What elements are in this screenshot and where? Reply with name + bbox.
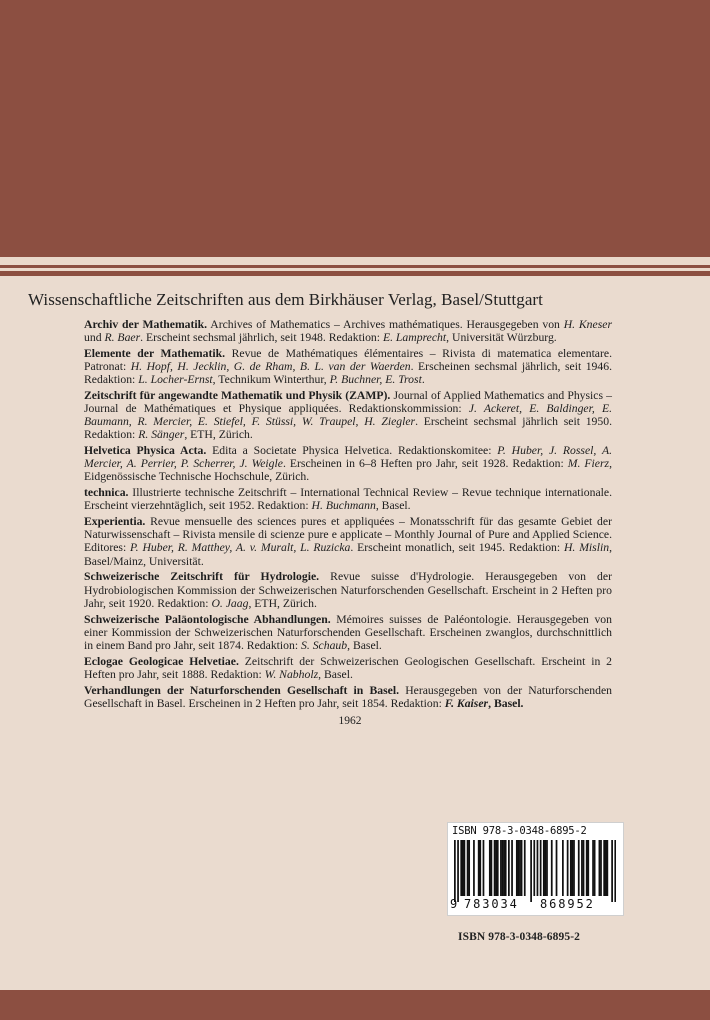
barcode-bar: [497, 840, 499, 896]
barcode-bar: [502, 840, 504, 896]
barcode-bar: [530, 840, 532, 902]
journal-title: Verhandlungen der Naturforschenden Gesellschaft in Basel.: [84, 683, 400, 697]
entry-text: , Eidgenössische Technische Hochschule, Zürich.: [84, 457, 612, 484]
barcode-bar: [519, 840, 521, 896]
journal-entry: [84, 515, 612, 567]
journal-title: Schweizerische Zeitschrift für Hydrologie.: [84, 570, 320, 584]
journal-entry: [84, 655, 612, 681]
entry-text: , ETH, Zürich.: [248, 596, 317, 610]
entry-text: Revue mensuelle des sciences pures et appliquées – Monatsschrift für das gesamte Gebiet der Naturwissenschaft – Rivista mensile di scienze pure e applicate – Monthly Journal of Pure and Applied Science. Editores:: [84, 515, 612, 555]
journal-entry: [84, 347, 612, 386]
barcode-bar: [594, 840, 596, 896]
barcode-bar: [500, 840, 502, 896]
isbn-bottom-label: ISBN 978-3-0348-6895-2: [458, 931, 580, 943]
editor-name: E. Lamprecht: [382, 331, 447, 345]
publication-year: 1962: [338, 715, 362, 727]
entry-text: , Technikum Winterthur,: [212, 373, 330, 387]
journal-list: [84, 318, 612, 713]
journal-entry: [84, 570, 612, 609]
barcode: [447, 822, 624, 916]
journal-title: Elemente der Mathematik.: [84, 346, 226, 360]
barcode-left-digits: 783034: [464, 897, 519, 911]
barcode-bars: [454, 840, 616, 902]
barcode-bar: [457, 840, 459, 902]
barcode-bar: [551, 840, 553, 896]
barcode-bar: [600, 840, 602, 896]
barcode-bar: [543, 840, 545, 896]
barcode-bar: [578, 840, 580, 896]
editor-name: H. Mislin: [563, 541, 610, 555]
journal-entry: [84, 318, 612, 344]
entry-text: , Basel.: [318, 667, 353, 681]
barcode-bar: [468, 840, 470, 896]
barcode-bar: [586, 840, 588, 896]
editor-name: P. Huber, R. Matthey, A. v. Muralt, L. Ruzicka: [130, 541, 351, 555]
barcode-bar: [505, 840, 507, 896]
entry-text: , Basel.: [375, 499, 411, 513]
journal-entry: [84, 613, 612, 652]
barcode-bar: [479, 840, 481, 896]
editor-name: H. Kneser: [563, 318, 612, 331]
entry-text: . Erscheinen sechsmal jährlich, seit 1946. Redaktion:: [84, 360, 613, 387]
barcode-first-digit: 9: [450, 897, 458, 911]
barcode-bar: [537, 840, 539, 896]
editor-name: O. Jaag: [211, 596, 249, 610]
entry-text: , Basel.: [488, 696, 524, 710]
barcode-bar: [603, 840, 605, 896]
barcode-bar: [473, 840, 475, 896]
barcode-bar: [533, 840, 535, 896]
barcode-bar: [545, 840, 547, 896]
barcode-bar: [606, 840, 608, 896]
barcode-bar: [518, 840, 520, 896]
editor-name: M. Fierz: [567, 457, 610, 471]
entry-text: Illustrierte technische Zeitschrift – International Technical Review – Revue technique internationale. Erscheint vierzehntäglich, seit 1952. Redaktion:: [84, 486, 612, 513]
editor-name: H. Buchmann: [311, 499, 376, 513]
editor-name: R. Sänger: [138, 428, 185, 442]
entry-text: Revue suisse d'Hydrologie. Herausgegeben von der Hydrobiologischen Kommission der Schweizerischen Naturforschenden Gesellschaft. Erscheint in 2 Heften pro Jahr, seit 1920. Redaktion:: [84, 570, 612, 610]
barcode-bar: [599, 840, 601, 896]
entry-text: Edita a Societate Physica Helvetica. Redaktionskomitee:: [206, 444, 498, 458]
barcode-bar: [540, 840, 542, 896]
barcode-bar: [587, 840, 589, 896]
entry-text: Mémoires suisses de Paléontologie. Herausgegeben von einer Kommission der Schweizerischen Naturforschenden Gesellschaft. Erscheinen zwanglos, durchschnittlich in einem Band pro Jahr, seit 1874. Redaktion:: [84, 612, 612, 652]
entry-text: .: [421, 373, 425, 387]
entry-text: und: [84, 331, 105, 345]
barcode-bar: [570, 840, 572, 896]
barcode-bar: [460, 840, 462, 896]
barcode-bar: [478, 840, 480, 896]
entry-text: . Erscheint sechsmal jährlich, seit 1948. Redaktion:: [140, 331, 383, 345]
barcode-bar: [508, 840, 510, 896]
barcode-isbn-label: ISBN 978-3-0348-6895-2: [452, 825, 587, 837]
editor-name: L. Locher-Ernst: [138, 373, 213, 387]
barcode-bar: [546, 840, 548, 896]
journal-title: Helvetica Physica Acta.: [84, 444, 207, 458]
barcode-bar: [562, 840, 564, 896]
entry-text: Archives of Mathematics – Archives mathématiques. Herausgegeben von: [207, 318, 564, 331]
editor-name: S. Schaub: [301, 638, 348, 652]
journal-entry: [84, 486, 612, 512]
entry-text: . Erscheint monatlich, seit 1945. Redaktion:: [350, 541, 564, 555]
top-stripe: [0, 257, 710, 265]
journal-title: Schweizerische Paläontologische Abhandlungen.: [84, 612, 331, 626]
editor-name: P. Huber, J. Rossel, A. Mercier, A. Perrier, P. Scherrer, J. Weigle: [84, 444, 613, 471]
entry-text: , Basel.: [347, 638, 382, 652]
editor-name: J. Ackeret, E. Baldinger, E. Baumann, R. Mercier, E. Stiefel, F. Stüssi, W. Traupel, H. Ziegler: [84, 402, 613, 429]
journal-entry: [84, 389, 612, 441]
entry-text: Zeitschrift der Schweizerischen Geologischen Gesellschaft. Erscheint in 2 Heften pro Jahr, seit 1888. Redaktion:: [84, 654, 613, 681]
barcode-bar: [524, 840, 526, 896]
barcode-bar: [581, 840, 583, 896]
journal-entry: [84, 684, 612, 710]
barcode-bar: [611, 840, 613, 902]
barcode-bar: [592, 840, 594, 896]
entry-text: Revue de Mathématiques élémentaires – Rivista di matematica elementare. Patronat:: [84, 346, 612, 374]
barcode-bar: [572, 840, 574, 896]
editor-name: P. Buchner, E. Trost: [329, 373, 422, 387]
barcode-bar: [516, 840, 518, 896]
barcode-bar: [583, 840, 585, 896]
entry-text: Herausgegeben von der Naturforschenden Gesellschaft in Basel. Erscheinen in 2 Heften pro Jahr, seit 1854. Redaktion:: [84, 683, 612, 710]
entry-text: Journal of Applied Mathematics and Physics – Journal de Mathématiques et Physique appliquées. Redaktionskommission:: [84, 389, 612, 416]
barcode-bar: [567, 840, 569, 896]
barcode-bar: [467, 840, 469, 896]
barcode-bar: [462, 840, 464, 896]
mid-stripe: [0, 268, 710, 271]
journal-title: Experientia.: [84, 515, 146, 529]
barcode-bar: [491, 840, 493, 896]
barcode-bar: [521, 840, 523, 896]
entry-text: , Basel/Mainz, Universität.: [84, 541, 612, 568]
barcode-bar: [489, 840, 491, 896]
entry-text: . Erscheint sechsmal jährlich seit 1950. Redaktion:: [84, 415, 613, 442]
journal-title: technica.: [84, 486, 129, 500]
barcode-bar: [573, 840, 575, 896]
entry-text: , Universität Würzburg.: [446, 331, 557, 345]
editor-name: W. Nabholz: [264, 667, 319, 681]
journal-title: Zeitschrift für angewandte Mathematik und Physik (ZAMP).: [84, 389, 391, 403]
entry-text: . Erscheinen in 6–8 Heften pro Jahr, seit 1928. Redaktion:: [282, 457, 568, 471]
barcode-bar: [495, 840, 497, 896]
barcode-bar: [464, 840, 466, 896]
barcode-bar: [503, 840, 505, 896]
barcode-bar: [556, 840, 558, 896]
page-heading: Wissenschaftliche Zeitschriften aus dem Birkhäuser Verlag, Basel/Stuttgart: [28, 290, 543, 309]
editor-name: R. Baer: [104, 331, 141, 345]
barcode-bar: [454, 840, 456, 902]
entry-text: , ETH, Zürich.: [184, 428, 253, 442]
barcode-bar: [483, 840, 485, 896]
barcode-bar: [494, 840, 496, 896]
editor-name: F. Kaiser: [444, 696, 489, 710]
journal-title: Archiv der Mathematik.: [84, 318, 208, 331]
barcode-bar: [614, 840, 616, 902]
barcode-bar: [605, 840, 607, 896]
barcode-bar: [511, 840, 513, 896]
journal-title: Eclogae Geologicae Helvetiae.: [84, 654, 239, 668]
barcode-right-digits: 868952: [540, 897, 595, 911]
journal-entry: [84, 444, 612, 483]
editor-name: H. Hopf, H. Jecklin, G. de Rham, B. L. van der Waerden: [130, 360, 411, 374]
